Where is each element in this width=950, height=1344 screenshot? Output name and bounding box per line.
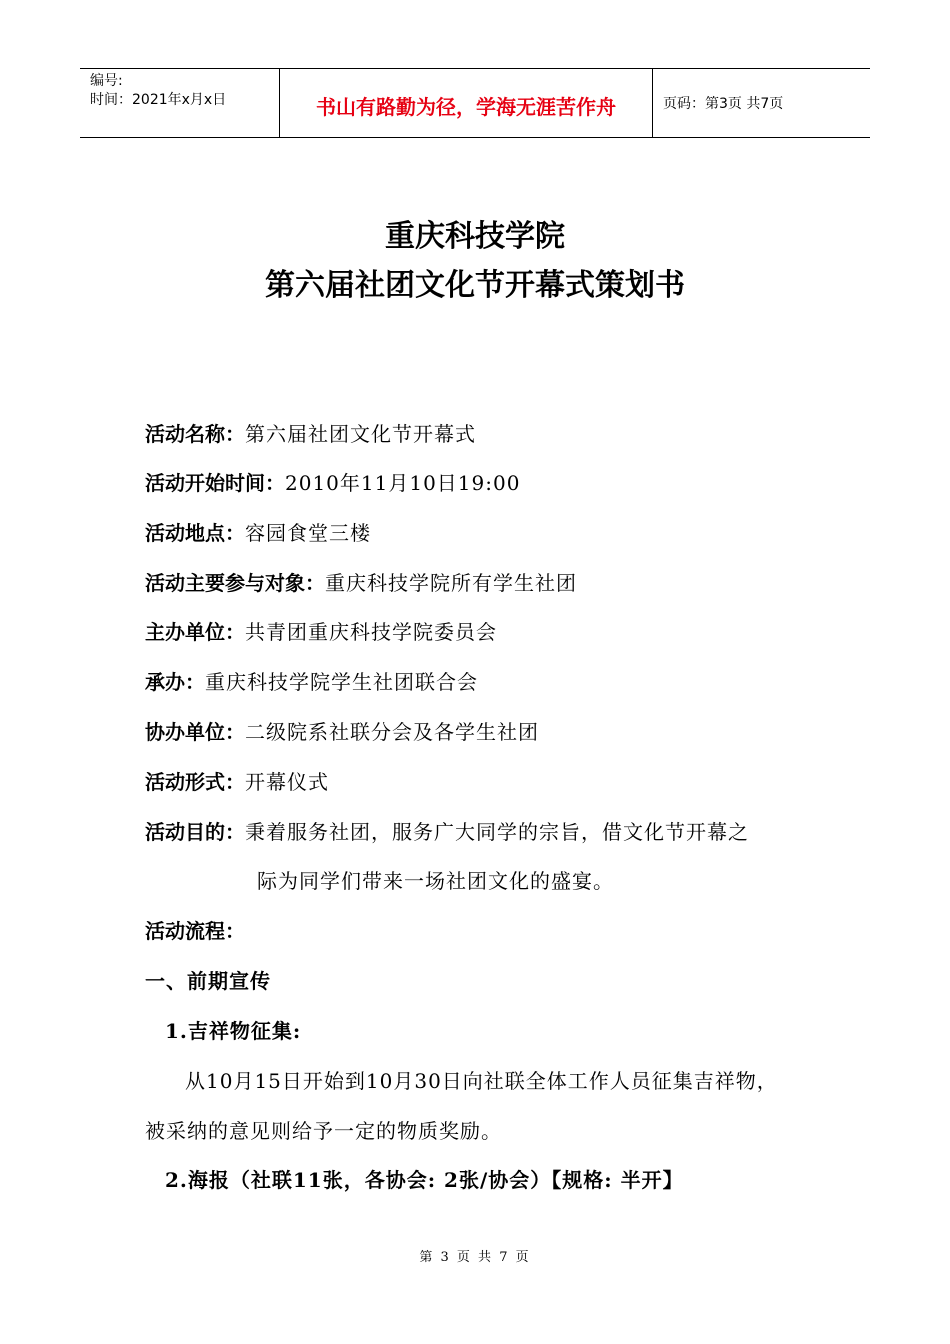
header-motto: 书山有路勤为径，学海无涯苦作舟: [280, 69, 653, 137]
field-value: 共青团重庆科技学院委员会: [245, 620, 497, 644]
header-meta: [80, 69, 280, 137]
field-organizer: [145, 618, 497, 646]
field-label: 活动形式：: [145, 770, 245, 794]
item-1-paragraph-line-1: 从10月15日开始到10月30日向社联全体工作人员征集吉祥物，: [185, 1069, 778, 1093]
header-page-info: 页码：第3页 共7页: [663, 96, 784, 112]
field-value: 开幕仪式: [245, 770, 329, 794]
field-location: [145, 519, 371, 547]
page-footer: 第 3 页 共 7 页: [419, 1250, 531, 1265]
time-label: 时间：2021年x月x日: [90, 92, 227, 108]
field-value: 第六届社团文化节开幕式: [245, 422, 476, 446]
field-value: 容园食堂三楼: [245, 521, 371, 545]
field-start-time: [145, 469, 520, 497]
field-value: 2010年11月10日19:00: [285, 471, 521, 495]
field-label: 活动目的：: [145, 820, 245, 844]
field-format: [145, 768, 329, 796]
item-1-paragraph-line-2: 被采纳的意见则给予一定的物质奖励。: [145, 1119, 502, 1143]
item-1-heading: 1.吉祥物征集:: [165, 1019, 302, 1043]
field-purpose: [145, 818, 749, 846]
field-host: [145, 668, 478, 696]
document-header: [80, 68, 870, 138]
field-value: 秉着服务社团，服务广大同学的宗旨，借文化节开幕之: [245, 820, 749, 844]
title-line-1: 重庆科技学院: [385, 219, 565, 254]
number-label: 编号:: [90, 73, 123, 89]
title-line-2: 第六届社团文化节开幕式策划书: [265, 268, 685, 303]
field-label: 活动地点：: [145, 521, 245, 545]
field-label: 活动主要参与对象：: [145, 571, 325, 595]
flow-label: 活动流程：: [145, 919, 245, 943]
field-value: 重庆科技学院学生社团联合会: [205, 670, 478, 694]
field-co-organizer: [145, 718, 539, 746]
section-1-heading: 一、前期宣传: [145, 969, 271, 993]
field-value: 重庆科技学院所有学生社团: [325, 571, 577, 595]
field-value: 二级院系社联分会及各学生社团: [245, 720, 539, 744]
field-label: 承办：: [145, 670, 205, 694]
field-activity-name: [145, 420, 476, 448]
field-label: 协办单位：: [145, 720, 245, 744]
field-participants: [145, 569, 577, 597]
field-label: 主办单位：: [145, 620, 245, 644]
item-2-heading: 2.海报（社联11张，各协会: 2张/协会）【规格: 半开】: [165, 1168, 684, 1192]
field-label: 活动名称：: [145, 422, 245, 446]
purpose-continuation: 际为同学们带来一场社团文化的盛宴。: [257, 869, 614, 893]
field-label: 活动开始时间：: [145, 471, 285, 495]
